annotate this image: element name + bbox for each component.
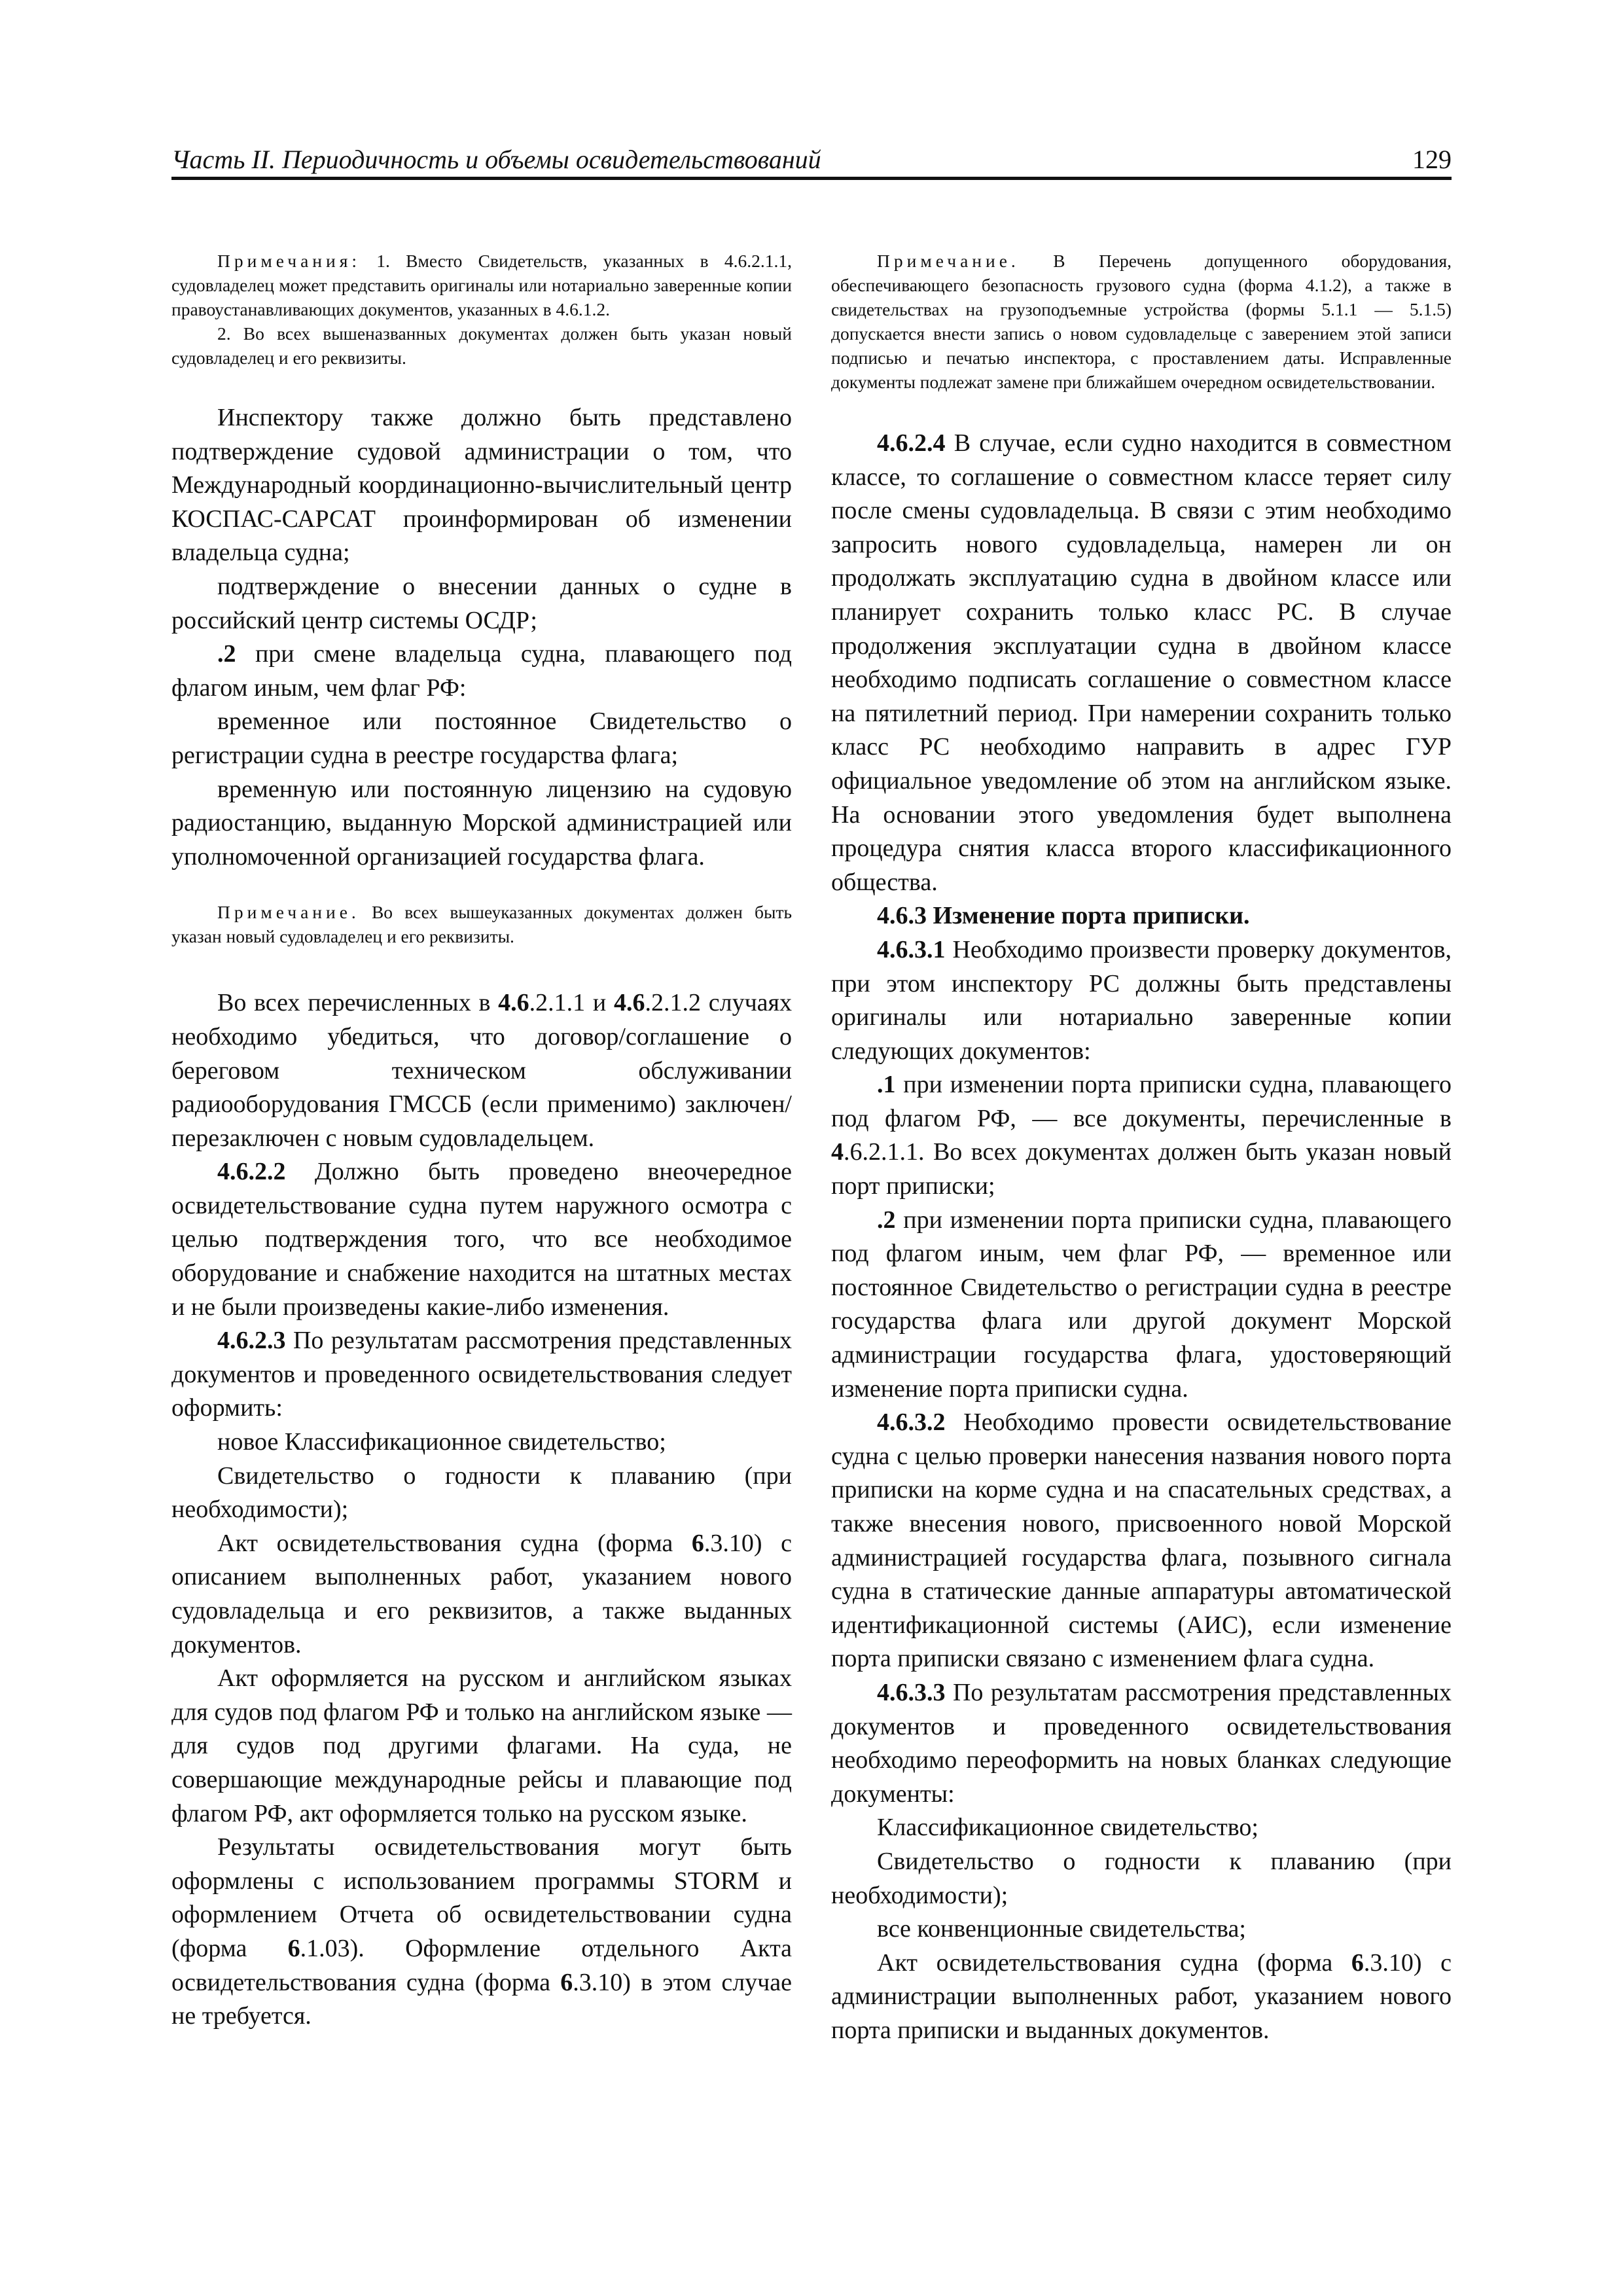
section-number: 4.6.3.1: [877, 935, 946, 963]
paragraph-text: при изменении порта приписки судна, плавающего под флагом иным, чем флаг РФ, — временное или постоянное Свидетельство о регистрации судна в реестре государства флага или другой документ Морской администрации государства флага, удостоверяющий изменение порта приписки судна.: [831, 1206, 1452, 1403]
section-number: 4.6.3.3: [877, 1678, 946, 1706]
paragraph: [171, 1324, 792, 1426]
section-ref: 4.6: [498, 989, 529, 1017]
page-header: [171, 144, 1452, 175]
paragraph: [831, 933, 1452, 1068]
note-lead: Примечания:: [217, 251, 361, 271]
paragraph: новое Классификационное свидетельство;: [217, 1428, 666, 1456]
paragraph: [831, 1068, 1452, 1203]
form-ref: .1.03).: [300, 1934, 365, 1962]
form-ref: 6: [560, 1968, 573, 1996]
form-ref: 6: [287, 1934, 300, 1962]
paragraph: [831, 427, 1452, 899]
paragraph: временное или постоянное Свидетельство о регистрации судна в реестре государства флага;: [171, 708, 792, 769]
paragraph: Свидетельство о годности к плаванию (при необходимости);: [171, 1462, 792, 1524]
section-number: 4.6.2.4: [877, 429, 946, 457]
paragraph-text: при смене владельца судна, плавающего под флагом иным, чем флаг РФ:: [171, 640, 792, 702]
section-ref: 4.6: [613, 989, 645, 1017]
running-title: Часть II. Периодичность и объемы освидетельствований: [171, 145, 821, 174]
paragraph-text: Акт освидетельствования судна (форма: [877, 1948, 1333, 1977]
paragraph: все конвенционные свидетельства;: [877, 1915, 1246, 1943]
paragraph: [831, 1676, 1452, 1811]
item-number: .1: [877, 1071, 896, 1099]
paragraph: [171, 986, 792, 1155]
note-lead: Примечание.: [217, 902, 360, 923]
paragraph: [831, 1946, 1452, 2048]
paragraph: Свидетельство о годности к плаванию (при необходимости);: [831, 1847, 1452, 1909]
right-column: [831, 249, 1452, 2048]
paragraph: подтверждение о внесении данных о судне в российский центр системы ОСДР;: [171, 572, 792, 634]
paragraph-text: Во всех документах должен быть указан новый порт приписки;: [831, 1138, 1452, 1200]
form-ref: 6: [691, 1529, 704, 1557]
paragraph-text: По результатам рассмотрения представленных документов и проведенного освидетельствования необходимо переоформить на новых бланках следующие документы:: [831, 1678, 1452, 1808]
section-heading: 4.6.3 Изменение порта приписки.: [877, 902, 1250, 930]
note-text: В Перечень допущенного оборудования, обеспечивающего безопасность грузового судна (форма 4.1.2), а также в свидетельствах на грузоподъемные устройства (формы 5.1.1 — 5.1.5) допускается внести запись о новом судовладельце с заверением этой записи подписью и печатью инспектора, с проставлением даты. Исправленные документы подлежат замене при ближайшем очередном освидетельствовании.: [831, 251, 1452, 392]
paragraph: Акт оформляется на русском и английском языках для судов под флагом РФ и только на английском языке — для судов под другими флагами. На суда, не совершающие международные рейсы и плавающие под флагом РФ, акт оформляется только на русском языке.: [171, 1664, 792, 1827]
section-ref: .2.1.2: [645, 989, 701, 1017]
paragraph: [171, 1155, 792, 1324]
paragraph-text: Необходимо провести освидетельствование судна с целью проверки нанесения названия нового порта приписки на корме судна и на спасательных средствах, а также внесения нового, присвоенного новой Морской администрацией государства флага, позывного сигнала судна в статические данные аппаратуры автоматической идентификационной системы (АИС), если изменение порта приписки связано с изменением флага судна.: [831, 1408, 1452, 1673]
paragraph-text: Необходимо произвести проверку документов, при этом инспектору РС должны быть представлены оригиналы или нотариально заверенные копии следующих документов:: [831, 935, 1452, 1065]
form-ref: .3.10): [1363, 1948, 1422, 1977]
header-rule: [171, 177, 1452, 180]
note-lead: Примечание.: [877, 251, 1020, 271]
paragraph-text: при изменении порта приписки судна, плавающего под флагом РФ, — все документы, перечисленные в: [831, 1071, 1452, 1132]
note-text: Во всех вышеуказанных документах должен быть указан новый судовладелец и его реквизиты.: [171, 902, 792, 947]
paragraph: [171, 1527, 792, 1662]
item-number: .2: [217, 640, 236, 668]
paragraph: Классификационное свидетельство;: [877, 1814, 1258, 1842]
paragraph-text: Должно быть проведено внеочередное освидетельствование судна путем наружного осмотра с целью подтверждения того, что все необходимое оборудование и снабжение находится на штатных местах и не были произведены какие-либо изменения.: [171, 1158, 792, 1321]
note-text: 1. Вместо Свидетельств, указанных в 4.6.2.1.1, судовладелец может представить оригиналы или нотариально заверенные копии правоустанавливающих документов, указанных в 4.6.1.2.: [171, 251, 792, 319]
form-ref: 6: [1351, 1948, 1364, 1977]
note-paragraph: [171, 249, 792, 321]
section-number: 4.6.2.3: [217, 1327, 286, 1355]
form-ref: .3.10): [704, 1529, 762, 1557]
paragraph: временную или постоянную лицензию на судовую радиостанцию, выданную Морской администрацией или уполномоченной организацией государства флага.: [171, 775, 792, 870]
paragraph-text: с описанием выполненных работ, указанием нового судовладельца и его реквизитов, а также выданных документов.: [171, 1529, 793, 1659]
paragraph-text: Оформление отдельного Акта освидетельствования судна (форма: [171, 1934, 793, 1996]
paragraph: [831, 1406, 1452, 1676]
paragraph-text: Во всех перечисленных в: [217, 989, 491, 1017]
paragraph-text: в этом случае не требуется.: [171, 1968, 793, 2030]
section-ref: 4: [831, 1138, 844, 1166]
paragraph-text: Акт освидетельствования судна (форма: [217, 1529, 673, 1557]
note-paragraph: [831, 249, 1452, 394]
paragraph: Инспектору также должно быть представлено подтверждение судовой администрации о том, что Международный координационно-вычислительный центр КОСПАС-САРСАТ проинформирован об изменении владельца судна;: [171, 404, 792, 567]
note-block: [171, 249, 792, 370]
paragraph-text: По результатам рассмотрения представленных документов и проведенного освидетельствования следует оформить:: [171, 1327, 793, 1422]
paragraph: [171, 1831, 792, 2034]
item-number: .2: [877, 1206, 896, 1234]
paragraph-text: случаях необходимо убедиться, что договор/соглашение о береговом техническом обслуживании радиооборудования ГМССБ (если применимо) заключен/перезаключен с новым судовладельцем.: [171, 989, 793, 1152]
form-ref: .3.10): [573, 1968, 631, 1996]
paragraph-text: Результаты освидетельствования могут быть оформлены с использованием программы STORM и оформлением Отчета об освидетельствовании судна (форма: [171, 1833, 792, 1962]
page-number: 129: [1412, 145, 1452, 174]
paragraph-text: В случае, если судно находится в совместном классе, то соглашение о совместном классе теряет силу после смены судовладельца. В связи с этим необходимо запросить нового судовладельца, намерен ли он продолжать эксплуатацию судна в двойном классе или планирует сохранить только класс РС. В случае продолжения эксплуатации судна в двойном классе необходимо подписать соглашение о совместном классе на пятилетний период. При намерении сохранить только класс РС необходимо направить в адрес ГУР официальное уведомление об этом на английском языке. На основании этого уведомления будет выполнена процедура снятия класса второго классификационного общества.: [831, 429, 1452, 896]
left-column: [171, 249, 792, 2034]
paragraph: [171, 637, 792, 705]
section-number: 4.6.2.2: [217, 1158, 286, 1186]
section-number: 4.6.3.2: [877, 1408, 946, 1437]
note-paragraph: [171, 900, 792, 948]
section-ref: .2.1.1 и: [529, 989, 607, 1017]
paragraph: [831, 1204, 1452, 1407]
note-paragraph: 2. Во всех вышеназванных документах должен быть указан новый судовладелец и его реквизиты.: [171, 323, 792, 368]
paragraph-text: с администрации выполненных работ, указанием нового порта приписки и выданных документов.: [831, 1948, 1452, 2044]
section-ref: .6.2.1.1.: [844, 1138, 925, 1166]
